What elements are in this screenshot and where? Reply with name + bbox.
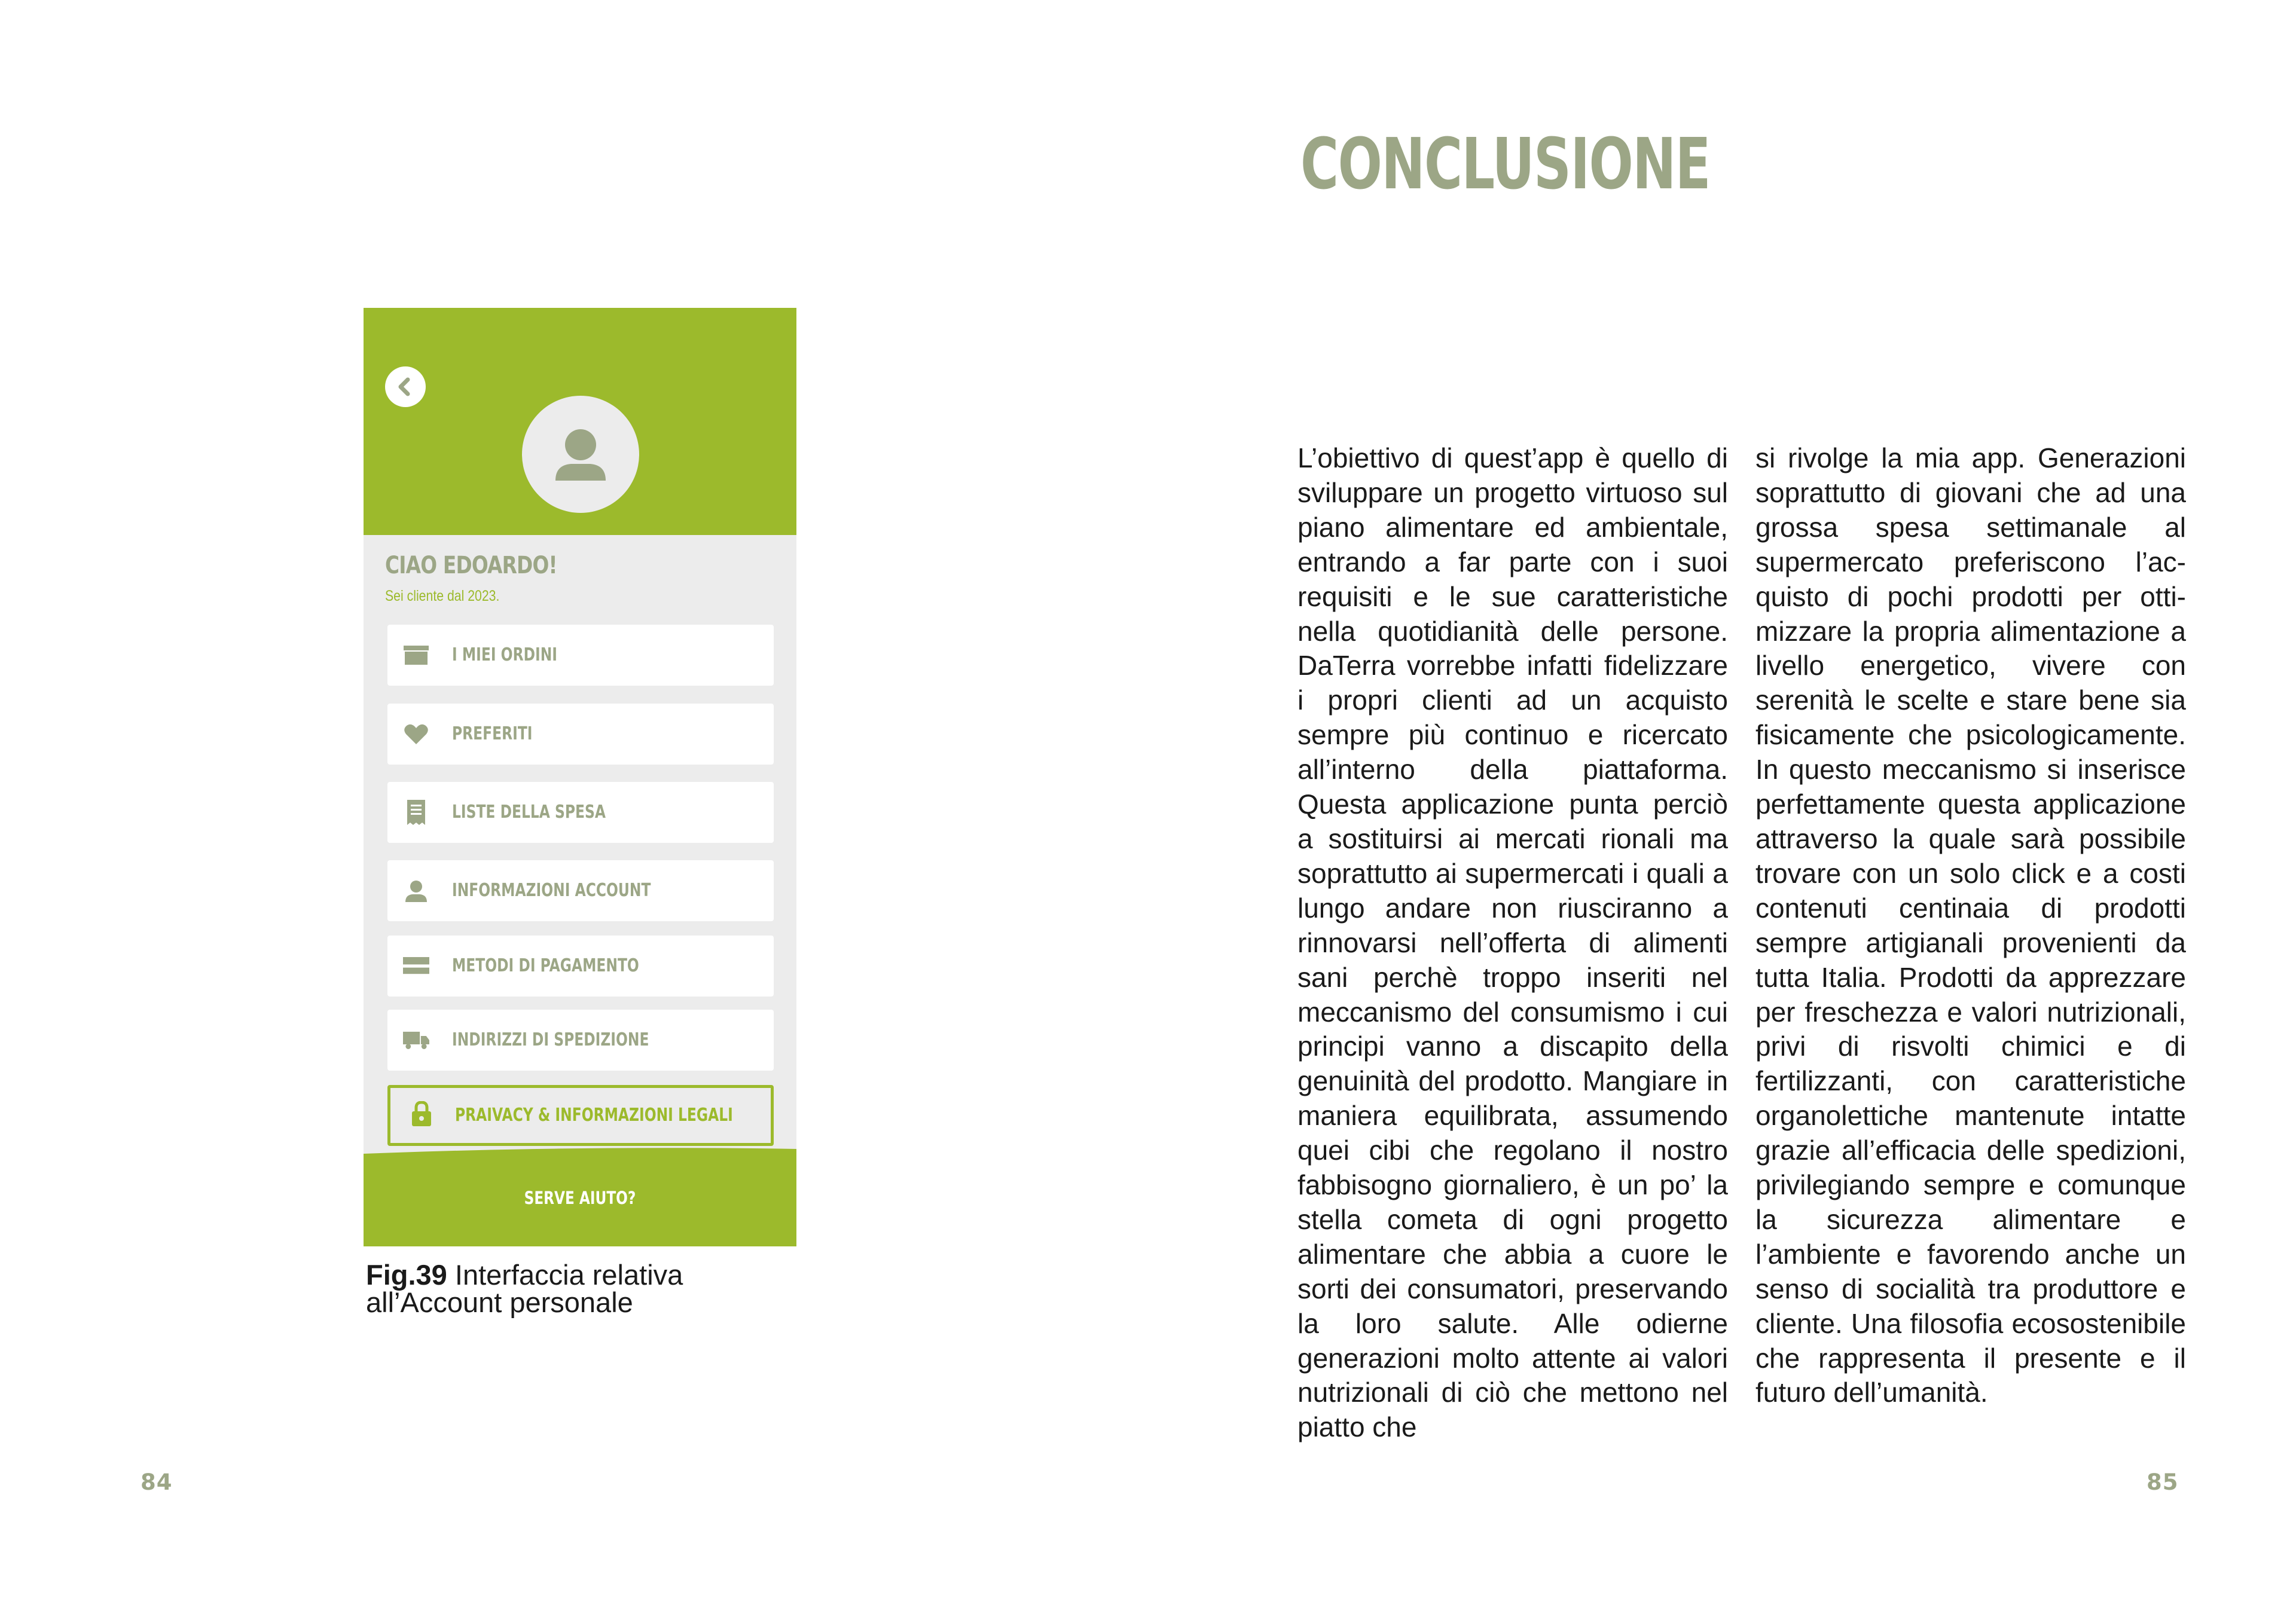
client-since: Sei cliente dal 2023.: [385, 588, 500, 604]
body-text-column-2: si rivolge la mia app. Generazioni soprattutto di giovani che ad una grossa spesa settimanale al supermercato preferiscono l’acquisto di pochi prodotti per ottimizzare la propria alimentazione a livello energetico, vivere con serenità le scelte e stare bene sia fisicamente che psicologicamente. In questo meccanismo si inserisce perfettamente questa applicazione attraverso la quale sarà possibile trovare con un solo click e a costi contenuti centinaia di prodotti sempre artigianali provenienti da tutta Italia. Prodotti da apprezzare per freschezza e valori nutrizionali, privi di risvolti chimici e di fertilizzanti, con caratteristiche organolettiche mantenute intatte grazie all’efficacia delle spedizioni, privilegiando sempre e comunque la sicurezza alimentare e l’ambiente e favorendo anche un senso di socialità tra produttore e cliente. Una filosofia ecosostenibile che rappresenta il presente e il futuro dell’umanità.: [1755, 442, 2186, 1408]
menu-item-label: I MIEI ORDINI: [452, 644, 558, 665]
avatar[interactable]: [522, 396, 639, 513]
menu-item-label: INDIRIZZI DI SPEDIZIONE: [452, 1029, 649, 1050]
body-text-column-1: L’obiettivo di quest’app è quello di sviluppare un progetto virtuoso sul piano alimentare ed ambientale, entrando a far parte con i suoi requisiti e le sue caratteristiche nella quotidianità delle persone. DaTerra vorrebbe infatti fidelizzare i propri clienti ad un acquisto sempre più continuo e ricercato all’interno della piattaforma. Questa applicazione punta perciò a sostituirsi ai mercati rionali ma soprattutto ai supermercati i quali a lungo andare non riusciranno a rinnovarsi nell’offerta di alimenti sani perchè troppo inseriti nel meccanismo del consumismo i cui principi vanno a discapito della genuinità del prodotto. Mangiare in maniera equilibrata, assumendo quei cibi che regolano il nostro fabbisogno giornaliero, è un po’ la stella cometa di ogni progetto alimentare che abbia a cuore le sorti dei consumatori, preservando la loro salute. Alle odierne generazioni molto attente ai valori nutrizionali di ciò che mettono nel piatto che: [1297, 442, 1728, 1443]
menu-item-label: PRAIVACY & INFORMAZIONI LEGALI: [455, 1105, 733, 1126]
menu-item-payment-methods[interactable]: [387, 936, 774, 997]
user-icon: [403, 881, 429, 901]
section-heading: CONCLUSIONE: [1300, 123, 1710, 205]
figure-number: Fig.39: [366, 1259, 447, 1291]
credit-card-icon: [403, 956, 429, 976]
footer-curve: [364, 1148, 796, 1166]
page-number-left: 84: [141, 1469, 173, 1495]
menu-item-orders[interactable]: [387, 625, 774, 686]
figure-caption: [366, 1261, 820, 1316]
app-account-screen: [364, 308, 796, 1246]
menu-item-label: PREFERITI: [452, 723, 533, 744]
menu-item-shopping-lists[interactable]: [387, 782, 774, 843]
figure-caption-text: Interfaccia relativa all’Account personale: [366, 1259, 683, 1318]
page-number-right: 85: [2147, 1469, 2179, 1495]
chevron-left-icon: [393, 375, 417, 399]
truck-icon: [403, 1030, 429, 1050]
user-silhouette-icon: [545, 418, 616, 490]
header-curve: [364, 514, 796, 544]
greeting: CIAO EDOARDO!: [385, 552, 557, 579]
menu-item-label: LISTE DELLA SPESA: [452, 802, 606, 823]
back-button[interactable]: [385, 366, 426, 407]
lock-icon: [408, 1104, 435, 1124]
menu-item-shipping-addresses[interactable]: [387, 1010, 774, 1071]
receipt-icon: [403, 802, 429, 823]
box-icon: [403, 645, 429, 665]
menu-item-account-info[interactable]: [387, 860, 774, 921]
menu-item-favorites[interactable]: [387, 704, 774, 765]
menu-item-privacy[interactable]: [387, 1085, 774, 1146]
heart-icon: [403, 724, 429, 744]
menu-item-label: METODI DI PAGAMENTO: [452, 955, 639, 976]
help-link[interactable]: SERVE AIUTO?: [524, 1188, 636, 1208]
menu-item-label: INFORMAZIONI ACCOUNT: [452, 880, 651, 901]
